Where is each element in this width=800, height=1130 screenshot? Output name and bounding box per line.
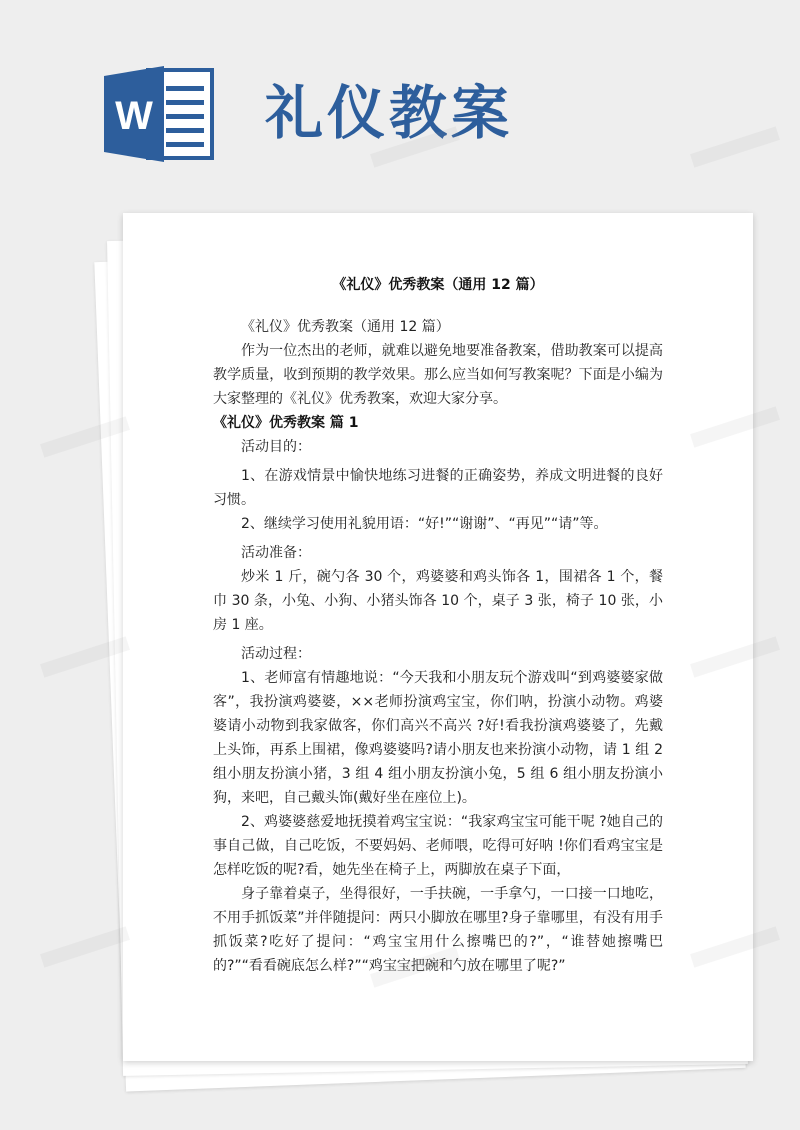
- body-paragraph: 身子靠着桌子，坐得很好，一手扶碗，一手拿勺，一口接一口地吃，不用手抓饭菜”并伴随提问：两只小脚放在哪里?身子靠哪里，有没有用手抓饭菜?吃好了提问：“鸡宝宝用什么擦嘴巴的?”，“谁替她擦嘴巴的?”“看看碗底怎么样?”“鸡宝宝把碗和勺放在哪里了呢?”: [213, 886, 663, 974]
- body-paragraph: 2、继续学习使用礼貌用语：“好!”“谢谢”、“再见”“请”等。: [241, 516, 608, 532]
- document-body: [213, 315, 663, 978]
- word-document-icon: [104, 66, 216, 162]
- body-paragraph: 《礼仪》优秀教案（通用 12 篇）: [241, 319, 450, 335]
- body-paragraph: 活动过程：: [241, 646, 311, 662]
- body-paragraph: 1、老师富有情趣地说：“今天我和小朋友玩个游戏叫“到鸡婆婆家做客”，我扮演鸡婆婆，××老师扮演鸡宝宝，你们呐，扮演小动物。鸡婆婆请小动物到我家做客，你们高兴不高兴 ?好!看我扮演鸡婆婆了，先戴上头饰，再系上围裙，像鸡婆婆吗?请小朋友也来扮演小动物，请 1 组 2 组小朋友扮演小猪，3 组 4 组小朋友扮演小兔，5 组 6 组小朋友扮演小狗，来吧，自己戴头饰(戴好坐在座位上)。: [213, 670, 663, 806]
- body-paragraph: 作为一位杰出的老师，就难以避免地要准备教案，借助教案可以提高教学质量，收到预期的教学效果。那么应当如何写教案呢？下面是小编为大家整理的《礼仪》优秀教案，欢迎大家分享。: [213, 343, 663, 407]
- body-paragraph: 活动准备：: [241, 545, 311, 561]
- document-page: [123, 213, 753, 1061]
- word-icon-letter: W: [115, 94, 153, 138]
- body-paragraph: 活动目的：: [241, 439, 311, 455]
- body-paragraph: 炒米 1 斤，碗勺各 30 个，鸡婆婆和鸡头饰各 1，围裙各 1 个，餐巾 30 条，小兔、小狗、小猪头饰各 10 个，桌子 3 张，椅子 10 张，小房 1 座。: [213, 569, 663, 633]
- header-title: 礼仪教案: [265, 79, 514, 147]
- header: [0, 0, 800, 200]
- section-heading: 《礼仪》优秀教案 篇 1: [213, 415, 359, 431]
- body-paragraph: 1、在游戏情景中愉快地练习进餐的正确姿势，养成文明进餐的良好习惯。: [213, 468, 663, 508]
- document-title: 《礼仪》优秀教案（通用 12 篇）: [332, 277, 544, 293]
- body-paragraph: 2、鸡婆婆慈爱地抚摸着鸡宝宝说：“我家鸡宝宝可能干呢 ?她自己的事自己做，自己吃饭，不要妈妈、老师喂，吃得可好呐 !你们看鸡宝宝是怎样吃饭的呢?看，她先坐在椅子上，两脚放在桌子下面，: [213, 814, 663, 878]
- watermark-mark: [40, 926, 130, 967]
